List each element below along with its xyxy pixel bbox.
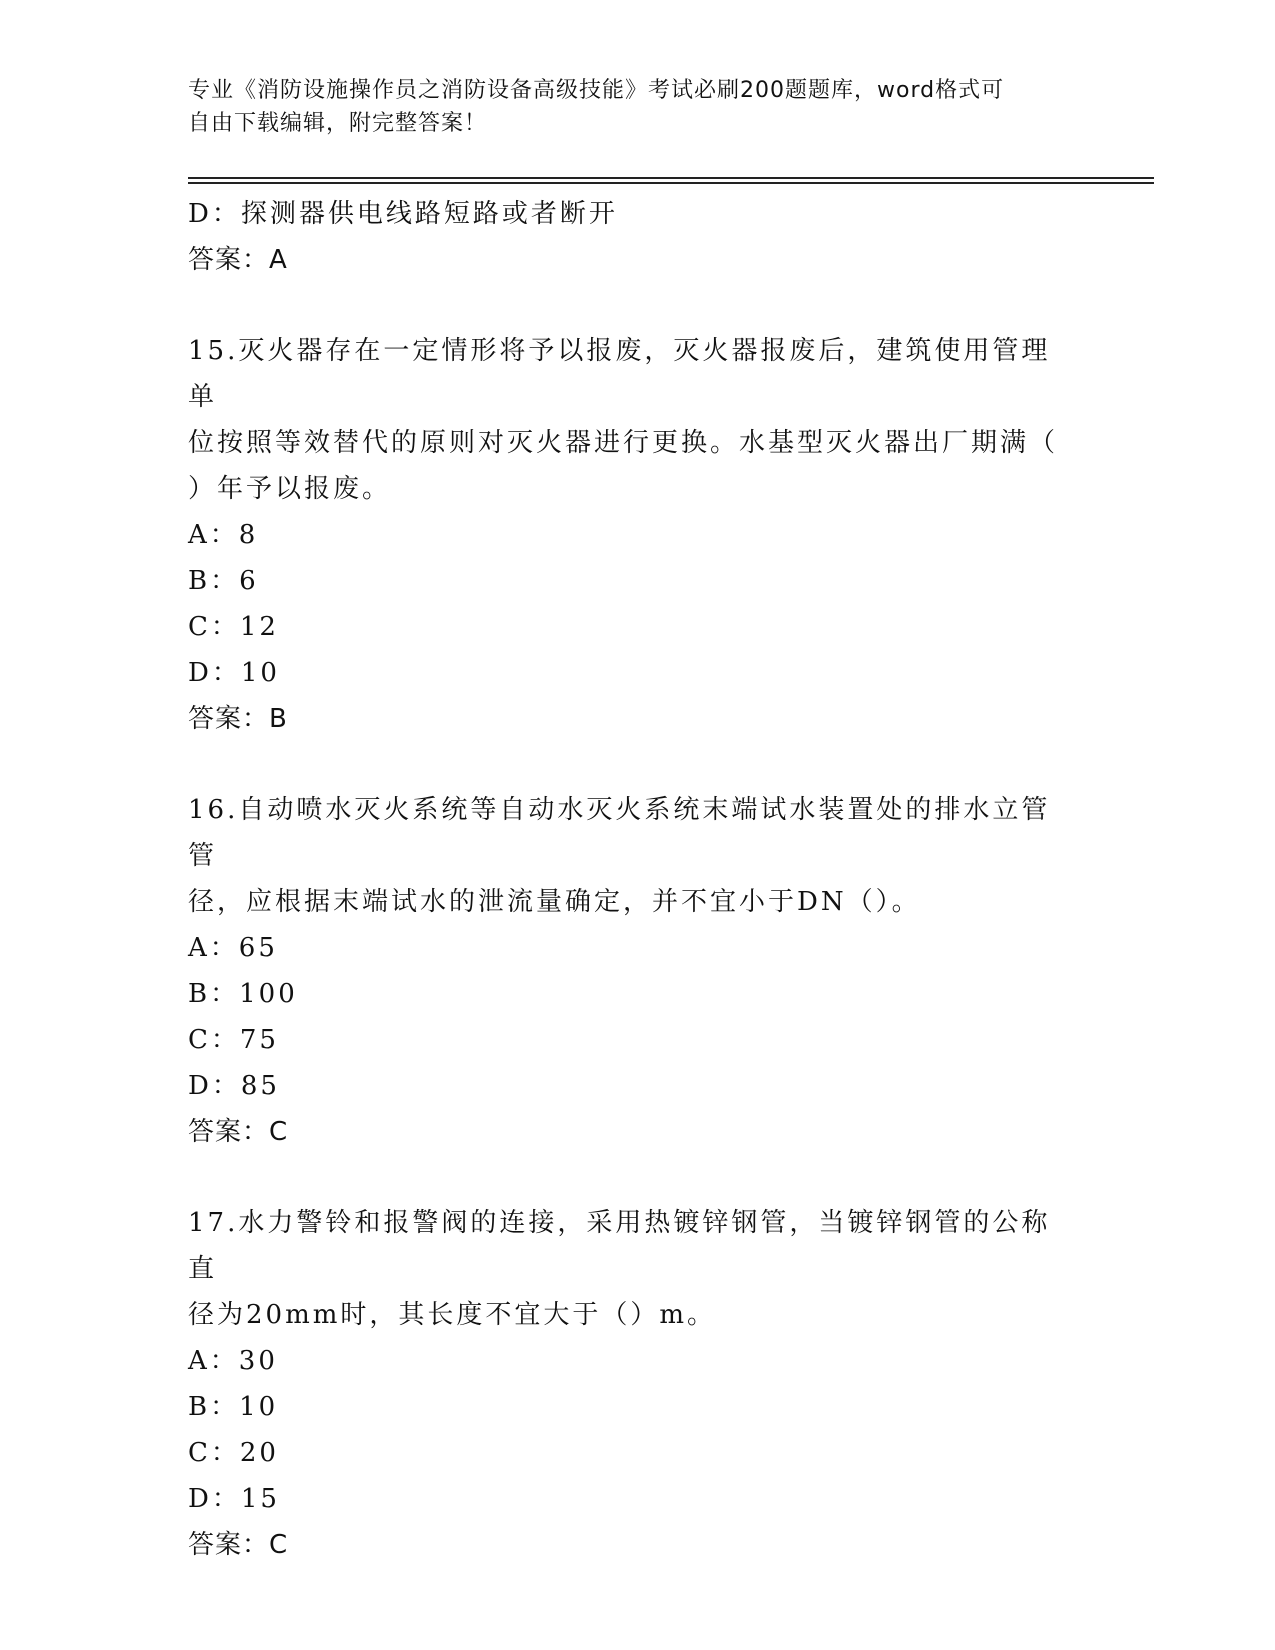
question-stem-line: 17.水力警铃和报警阀的连接，采用热镀锌钢管，当镀锌钢管的公称直: [188, 1208, 1051, 1284]
option-b: B：6: [188, 566, 259, 596]
question-15: [188, 328, 1088, 742]
question-stem-line: 16.自动喷水灭火系统等自动水灭火系统末端试水装置处的排水立管管: [188, 795, 1051, 871]
question-list: [188, 191, 1088, 1568]
option-b: B：100: [188, 979, 298, 1009]
answer-line: 答案：C: [188, 1530, 289, 1560]
question-16: [188, 787, 1088, 1155]
header-title-line-1: 专业《消防设施操作员之消防设备高级技能》考试必刷200题题库，word格式可: [188, 78, 1005, 103]
previous-question-tail: [188, 191, 1088, 283]
option-d: D：10: [188, 658, 280, 688]
option-d: D：15: [188, 1484, 280, 1514]
option-c: C：12: [188, 612, 279, 642]
question-stem-line: 径为20mm时，其长度不宜大于（）m。: [188, 1300, 717, 1330]
option-a: A：8: [188, 520, 259, 550]
question-17: [188, 1200, 1088, 1568]
option-c: C：20: [188, 1438, 279, 1468]
answer-line: 答案：A: [188, 245, 288, 275]
option-a: A：30: [188, 1346, 278, 1376]
question-stem-line: 15.灭火器存在一定情形将予以报废，灭火器报废后，建筑使用管理单: [188, 336, 1051, 412]
question-stem-line: 径，应根据末端试水的泄流量确定，并不宜小于DN（）。: [188, 887, 921, 917]
option-b: B：10: [188, 1392, 279, 1422]
document-header: [188, 74, 1088, 140]
question-stem-line: 位按照等效替代的原则对灭火器进行更换。水基型灭火器出厂期满（: [188, 428, 1059, 458]
option-d: D：探测器供电线路短路或者断开: [188, 199, 618, 229]
header-divider-top: [188, 177, 1154, 179]
answer-line: 答案：C: [188, 1117, 289, 1147]
answer-line: 答案：B: [188, 704, 288, 734]
option-c: C：75: [188, 1025, 279, 1055]
header-title-line-2: 自由下载编辑，附完整答案！: [188, 111, 488, 136]
question-stem-line: ）年予以报废。: [188, 474, 392, 504]
option-d: D：85: [188, 1071, 280, 1101]
header-divider-bottom: [188, 182, 1154, 184]
option-a: A：65: [188, 933, 278, 963]
